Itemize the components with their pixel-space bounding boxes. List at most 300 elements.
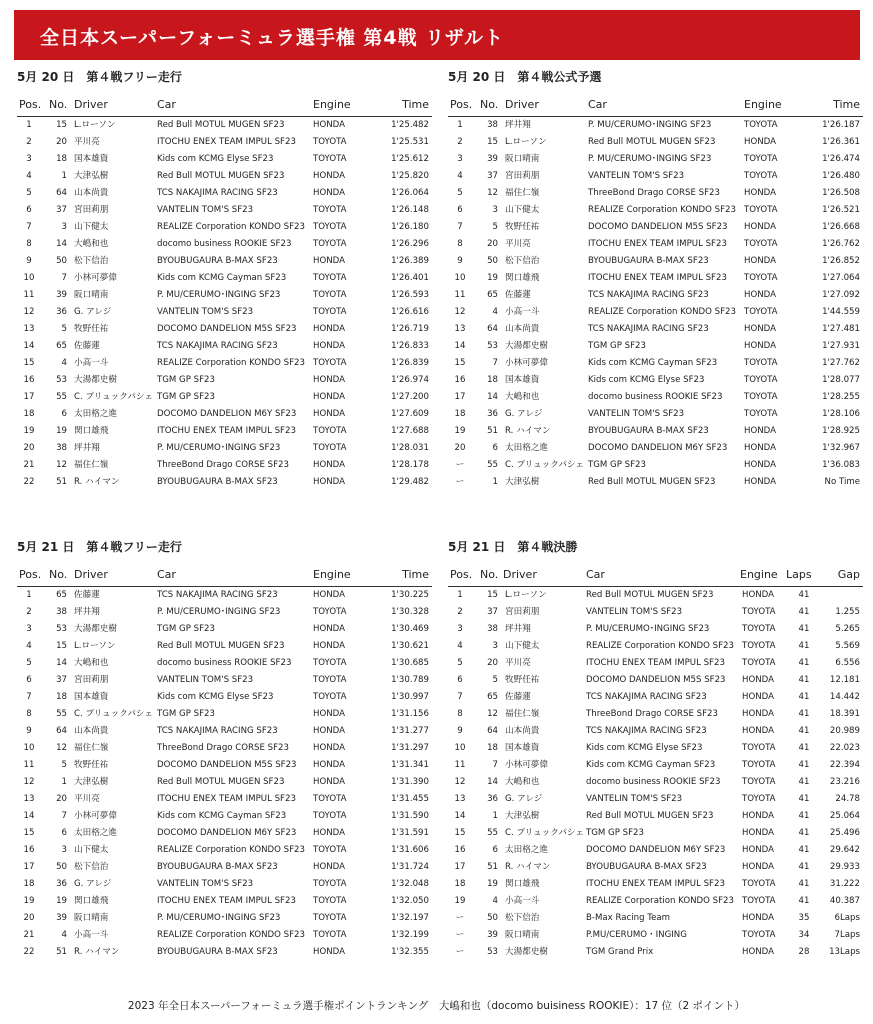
cell-time: 1'26.187 bbox=[822, 120, 860, 130]
cell-pos: 10 bbox=[454, 273, 466, 283]
cell-no: 55 bbox=[487, 828, 498, 838]
cell-time: 1'26.593 bbox=[391, 290, 429, 300]
cell-no: 38 bbox=[56, 607, 67, 617]
cell-engine: TOYOTA bbox=[744, 392, 778, 402]
cell-time: 1'27.609 bbox=[391, 409, 429, 419]
cell-no: 14 bbox=[487, 392, 498, 402]
cell-time: 1'31.277 bbox=[391, 726, 429, 736]
table-row bbox=[448, 253, 863, 270]
table-body bbox=[17, 587, 432, 961]
cell-no: 3 bbox=[61, 845, 67, 855]
cell-driver: G. アレジ bbox=[74, 307, 112, 317]
cell-driver: 宮田莉朋 bbox=[74, 675, 109, 685]
cell-car: P. MU/CERUMO･INGING SF23 bbox=[157, 443, 281, 453]
cell-no: 6 bbox=[61, 409, 67, 419]
cell-engine: TOYOTA bbox=[744, 307, 778, 317]
table-row bbox=[17, 270, 432, 287]
cell-engine: TOYOTA bbox=[742, 879, 776, 889]
cell-driver: 坪井翔 bbox=[74, 443, 100, 453]
cell-driver: 坪井翔 bbox=[505, 624, 531, 634]
cell-gap: 12.181 bbox=[829, 675, 860, 685]
cell-engine: TOYOTA bbox=[742, 624, 776, 634]
cell-pos: 20 bbox=[23, 913, 35, 923]
cell-driver: 太田格之進 bbox=[505, 443, 548, 453]
cell-pos: 6 bbox=[26, 205, 32, 215]
table-row bbox=[448, 876, 863, 893]
header-driver: Driver bbox=[74, 98, 108, 111]
table-row bbox=[17, 944, 432, 961]
cell-time: 1'28.106 bbox=[822, 409, 860, 419]
cell-no: 1 bbox=[61, 777, 67, 787]
cell-time: 1'26.839 bbox=[391, 358, 429, 368]
cell-engine: TOYOTA bbox=[313, 658, 347, 668]
cell-laps: 41 bbox=[798, 590, 810, 600]
cell-no: 51 bbox=[487, 426, 498, 436]
cell-driver: C. プリュックパシェ bbox=[505, 460, 584, 470]
header-pos: Pos. bbox=[19, 568, 42, 581]
cell-driver: 福住仁嶺 bbox=[505, 188, 540, 198]
cell-car: ITOCHU ENEX TEAM IMPUL SF23 bbox=[157, 426, 296, 436]
cell-pos: 22 bbox=[23, 477, 35, 487]
cell-car: P. MU/CERUMO･INGING SF23 bbox=[157, 913, 281, 923]
cell-engine: HONDA bbox=[742, 692, 774, 702]
table-row bbox=[448, 723, 863, 740]
cell-driver: 山下健太 bbox=[505, 641, 540, 651]
cell-gap: 5.265 bbox=[835, 624, 860, 634]
cell-pos: 1 bbox=[26, 590, 32, 600]
cell-driver: 国本雄資 bbox=[505, 743, 540, 753]
cell-engine: TOYOTA bbox=[742, 743, 776, 753]
cell-no: 3 bbox=[492, 205, 498, 215]
header-time: Time bbox=[833, 98, 860, 111]
cell-driver: 関口雄飛 bbox=[505, 273, 540, 283]
cell-gap: 6.556 bbox=[835, 658, 860, 668]
cell-pos: 14 bbox=[454, 341, 466, 351]
cell-engine: HONDA bbox=[744, 137, 776, 147]
table-body bbox=[17, 117, 432, 491]
cell-driver: 山本尚貴 bbox=[505, 726, 540, 736]
cell-gap: 24.78 bbox=[835, 794, 860, 804]
cell-engine: TOYOTA bbox=[744, 273, 778, 283]
header-time: Time bbox=[402, 98, 429, 111]
table-row bbox=[17, 338, 432, 355]
table-row bbox=[17, 638, 432, 655]
header-pos: Pos. bbox=[19, 98, 42, 111]
cell-gap: 22.394 bbox=[829, 760, 860, 770]
cell-laps: 41 bbox=[798, 607, 810, 617]
cell-pos: 13 bbox=[23, 324, 35, 334]
cell-pos: 5 bbox=[457, 658, 463, 668]
cell-no: 4 bbox=[492, 896, 498, 906]
cell-time: 1'31.390 bbox=[391, 777, 429, 787]
cell-engine: HONDA bbox=[744, 324, 776, 334]
cell-time: 1'31.590 bbox=[391, 811, 429, 821]
cell-engine: HONDA bbox=[742, 913, 774, 923]
table-row bbox=[17, 236, 432, 253]
cell-no: 50 bbox=[56, 862, 67, 872]
cell-no: 65 bbox=[56, 590, 67, 600]
cell-no: 7 bbox=[61, 273, 67, 283]
cell-gap: 13Laps bbox=[829, 947, 860, 957]
cell-car: P. MU/CERUMO･INGING SF23 bbox=[157, 290, 281, 300]
section-title: 5月 21 日 第４戦決勝 bbox=[448, 540, 578, 554]
cell-engine: HONDA bbox=[313, 624, 345, 634]
cell-no: 37 bbox=[487, 607, 498, 617]
header-no: No. bbox=[49, 568, 68, 581]
cell-no: 65 bbox=[487, 692, 498, 702]
cell-no: 20 bbox=[487, 239, 498, 249]
cell-car: ITOCHU ENEX TEAM IMPUL SF23 bbox=[588, 239, 727, 249]
cell-pos: 7 bbox=[26, 692, 32, 702]
cell-time: 1'26.974 bbox=[391, 375, 429, 385]
cell-car: P. MU/CERUMO･INGING SF23 bbox=[586, 624, 710, 634]
cell-pos: 12 bbox=[454, 777, 466, 787]
cell-time: 1'26.180 bbox=[391, 222, 429, 232]
cell-gap: 20.989 bbox=[829, 726, 860, 736]
cell-car: P. MU/CERUMO･INGING SF23 bbox=[588, 120, 712, 130]
cell-no: 12 bbox=[487, 709, 498, 719]
cell-driver: 宮田莉朋 bbox=[505, 607, 540, 617]
cell-no: 55 bbox=[56, 392, 67, 402]
cell-car: DOCOMO DANDELION M6Y SF23 bbox=[586, 845, 726, 855]
cell-engine: HONDA bbox=[313, 760, 345, 770]
cell-no: 12 bbox=[487, 188, 498, 198]
cell-car: TGM GP SF23 bbox=[157, 709, 215, 719]
cell-car: REALIZE Corporation KONDO SF23 bbox=[586, 641, 734, 651]
cell-time: 1'26.719 bbox=[391, 324, 429, 334]
cell-pos: 2 bbox=[457, 607, 463, 617]
cell-engine: TOYOTA bbox=[744, 120, 778, 130]
cell-car: ITOCHU ENEX TEAM IMPUL SF23 bbox=[586, 879, 725, 889]
cell-car: Red Bull MOTUL MUGEN SF23 bbox=[157, 120, 285, 130]
cell-engine: HONDA bbox=[313, 777, 345, 787]
cell-driver: 宮田莉朋 bbox=[505, 171, 540, 181]
table-row bbox=[448, 406, 863, 423]
cell-pos: 21 bbox=[23, 930, 35, 940]
cell-no: 53 bbox=[56, 624, 67, 634]
cell-time: 1'27.762 bbox=[822, 358, 860, 368]
header-engine: Engine bbox=[744, 98, 782, 111]
cell-pos: 4 bbox=[26, 171, 32, 181]
cell-car: DOCOMO DANDELION M6Y SF23 bbox=[588, 443, 728, 453]
cell-driver: 佐藤蓮 bbox=[74, 590, 100, 600]
cell-pos: 11 bbox=[454, 290, 466, 300]
table-row bbox=[448, 859, 863, 876]
cell-time: 1'26.480 bbox=[822, 171, 860, 181]
cell-no: 64 bbox=[487, 324, 498, 334]
cell-driver: 国本雄資 bbox=[505, 375, 540, 385]
cell-driver: 平川亮 bbox=[505, 239, 531, 249]
cell-pos: 6 bbox=[26, 675, 32, 685]
section-title: 5月 20 日 第４戦フリー走行 bbox=[17, 70, 182, 84]
cell-time: 1'30.469 bbox=[391, 624, 429, 634]
table-row bbox=[17, 423, 432, 440]
cell-engine: HONDA bbox=[313, 477, 345, 487]
cell-time: 1'26.148 bbox=[391, 205, 429, 215]
cell-car: Kids com KCMG Cayman SF23 bbox=[586, 760, 716, 770]
cell-pos: 16 bbox=[23, 375, 35, 385]
cell-time: 1'26.833 bbox=[391, 341, 429, 351]
cell-pos: 8 bbox=[457, 239, 463, 249]
header-no: No. bbox=[480, 98, 499, 111]
cell-pos: 4 bbox=[457, 641, 463, 651]
cell-engine: HONDA bbox=[744, 256, 776, 266]
table-row bbox=[448, 757, 863, 774]
cell-car: ITOCHU ENEX TEAM IMPUL SF23 bbox=[588, 273, 727, 283]
cell-time: 1'26.668 bbox=[822, 222, 860, 232]
cell-time: 1'28.925 bbox=[822, 426, 860, 436]
table-row bbox=[448, 474, 863, 491]
cell-laps: 41 bbox=[798, 828, 810, 838]
cell-engine: TOYOTA bbox=[313, 222, 347, 232]
table-header bbox=[17, 94, 432, 117]
cell-pos: 19 bbox=[454, 896, 466, 906]
cell-no: 55 bbox=[56, 709, 67, 719]
cell-time: 1'29.482 bbox=[391, 477, 429, 487]
cell-no: 14 bbox=[56, 239, 67, 249]
table-row bbox=[17, 757, 432, 774]
cell-no: 19 bbox=[487, 273, 498, 283]
cell-time: 1'30.225 bbox=[391, 590, 429, 600]
cell-no: 19 bbox=[56, 896, 67, 906]
cell-no: 53 bbox=[487, 341, 498, 351]
cell-car: ThreeBond Drago CORSE SF23 bbox=[157, 743, 289, 753]
cell-no: 37 bbox=[56, 205, 67, 215]
cell-pos: 13 bbox=[454, 794, 466, 804]
cell-time: 1'28.031 bbox=[391, 443, 429, 453]
cell-engine: HONDA bbox=[313, 375, 345, 385]
cell-no: 36 bbox=[56, 307, 67, 317]
cell-gap: 7Laps bbox=[834, 930, 860, 940]
cell-no: 20 bbox=[56, 794, 67, 804]
cell-time: No Time bbox=[824, 477, 860, 487]
cell-car: ITOCHU ENEX TEAM IMPUL SF23 bbox=[157, 896, 296, 906]
cell-laps: 41 bbox=[798, 743, 810, 753]
cell-time: 1'25.612 bbox=[391, 154, 429, 164]
cell-time: 1'27.481 bbox=[822, 324, 860, 334]
title-banner bbox=[14, 10, 860, 60]
table-row bbox=[17, 689, 432, 706]
cell-time: 1'27.092 bbox=[822, 290, 860, 300]
cell-engine: TOYOTA bbox=[742, 760, 776, 770]
cell-time: 1'32.199 bbox=[391, 930, 429, 940]
cell-pos: 17 bbox=[454, 392, 466, 402]
cell-driver: 佐藤蓮 bbox=[505, 692, 531, 702]
cell-no: 4 bbox=[61, 930, 67, 940]
cell-driver: L.ローソン bbox=[505, 590, 547, 600]
cell-engine: TOYOTA bbox=[742, 896, 776, 906]
header-driver: Driver bbox=[505, 98, 539, 111]
cell-driver: 阪口晴南 bbox=[74, 913, 109, 923]
cell-car: ThreeBond Drago CORSE SF23 bbox=[157, 460, 289, 470]
table-row bbox=[17, 808, 432, 825]
table-row bbox=[448, 706, 863, 723]
cell-pos: 1 bbox=[457, 120, 463, 130]
cell-car: DOCOMO DANDELION M5S SF23 bbox=[157, 760, 297, 770]
cell-pos: 18 bbox=[454, 409, 466, 419]
cell-time: 1'32.197 bbox=[391, 913, 429, 923]
cell-driver: 小林可夢偉 bbox=[74, 273, 117, 283]
cell-engine: HONDA bbox=[744, 290, 776, 300]
cell-laps: 41 bbox=[798, 794, 810, 804]
cell-engine: TOYOTA bbox=[313, 930, 347, 940]
table-row bbox=[448, 672, 863, 689]
cell-no: 12 bbox=[56, 460, 67, 470]
cell-car: TCS NAKAJIMA RACING SF23 bbox=[586, 692, 707, 702]
table-row bbox=[448, 287, 863, 304]
cell-time: 1'32.967 bbox=[822, 443, 860, 453]
cell-car: BYOUBUGAURA B-MAX SF23 bbox=[157, 477, 278, 487]
cell-gap: 22.023 bbox=[829, 743, 860, 753]
cell-no: 37 bbox=[56, 675, 67, 685]
cell-time: 1'30.997 bbox=[391, 692, 429, 702]
cell-car: DOCOMO DANDELION M6Y SF23 bbox=[157, 828, 297, 838]
table-row bbox=[448, 927, 863, 944]
header-laps: Laps bbox=[786, 568, 812, 581]
cell-car: BYOUBUGAURA B-MAX SF23 bbox=[586, 862, 707, 872]
cell-car: BYOUBUGAURA B-MAX SF23 bbox=[157, 862, 278, 872]
cell-driver: R. ハイマン bbox=[505, 862, 551, 872]
cell-no: 55 bbox=[487, 460, 498, 470]
cell-engine: HONDA bbox=[742, 862, 774, 872]
cell-engine: TOYOTA bbox=[744, 239, 778, 249]
cell-engine: HONDA bbox=[313, 460, 345, 470]
cell-car: Kids com KCMG Cayman SF23 bbox=[157, 811, 287, 821]
table-row bbox=[448, 389, 863, 406]
cell-no: 18 bbox=[56, 154, 67, 164]
cell-car: BYOUBUGAURA B-MAX SF23 bbox=[588, 426, 709, 436]
cell-engine: TOYOTA bbox=[313, 879, 347, 889]
table-row bbox=[17, 791, 432, 808]
cell-laps: 41 bbox=[798, 777, 810, 787]
cell-pos: 12 bbox=[454, 307, 466, 317]
cell-engine: TOYOTA bbox=[744, 171, 778, 181]
cell-pos: 16 bbox=[454, 375, 466, 385]
table-row bbox=[17, 723, 432, 740]
cell-time: 1'44.559 bbox=[822, 307, 860, 317]
cell-time: 1'31.591 bbox=[391, 828, 429, 838]
cell-no: 37 bbox=[487, 171, 498, 181]
cell-pos: 9 bbox=[26, 256, 32, 266]
cell-pos: 5 bbox=[457, 188, 463, 198]
cell-driver: 松下信治 bbox=[74, 862, 109, 872]
table-body bbox=[448, 117, 863, 491]
cell-no: 39 bbox=[56, 290, 67, 300]
table-row bbox=[17, 304, 432, 321]
cell-no: 65 bbox=[487, 290, 498, 300]
cell-pos: 17 bbox=[454, 862, 466, 872]
section-title: 5月 20 日 第４戦公式予選 bbox=[448, 70, 602, 84]
cell-car: VANTELIN TOM'S SF23 bbox=[586, 794, 683, 804]
table-row bbox=[448, 587, 863, 604]
cell-gap: 18.391 bbox=[829, 709, 860, 719]
cell-pos: 17 bbox=[23, 392, 35, 402]
cell-engine: HONDA bbox=[744, 341, 776, 351]
cell-pos: 1 bbox=[457, 590, 463, 600]
cell-driver: 大嶋和也 bbox=[505, 392, 540, 402]
cell-driver: 大湯都史樹 bbox=[74, 375, 117, 385]
cell-no: 20 bbox=[56, 137, 67, 147]
cell-engine: HONDA bbox=[742, 947, 774, 957]
cell-pos: 11 bbox=[23, 760, 35, 770]
cell-engine: TOYOTA bbox=[744, 375, 778, 385]
cell-car: docomo business ROOKIE SF23 bbox=[157, 239, 292, 249]
cell-pos: 17 bbox=[23, 862, 35, 872]
cell-gap: 6Laps bbox=[834, 913, 860, 923]
table-header bbox=[448, 564, 863, 587]
cell-driver: 大湯都史樹 bbox=[505, 341, 548, 351]
cell-no: 50 bbox=[56, 256, 67, 266]
table-header bbox=[448, 94, 863, 117]
cell-no: 4 bbox=[61, 358, 67, 368]
cell-engine: HONDA bbox=[313, 392, 345, 402]
table-row bbox=[448, 621, 863, 638]
cell-engine: TOYOTA bbox=[313, 443, 347, 453]
cell-pos: 18 bbox=[454, 879, 466, 889]
table-row bbox=[17, 134, 432, 151]
cell-no: 39 bbox=[487, 930, 498, 940]
table-row bbox=[17, 457, 432, 474]
cell-engine: HONDA bbox=[313, 120, 345, 130]
cell-no: 14 bbox=[487, 777, 498, 787]
cell-car: Kids com KCMG Cayman SF23 bbox=[588, 358, 718, 368]
cell-pos: 6 bbox=[457, 675, 463, 685]
cell-engine: TOYOTA bbox=[313, 845, 347, 855]
cell-car: Kids com KCMG Elyse SF23 bbox=[588, 375, 705, 385]
table-row bbox=[17, 740, 432, 757]
ranking-footer: 2023 年全日本スーパーフォーミュラ選手権ポイントランキング 大嶋和也（docomo buisiness ROOKIE）：17 位（2 ポイント） bbox=[127, 1000, 746, 1012]
cell-driver: 福住仁嶺 bbox=[74, 460, 109, 470]
cell-car: ThreeBond Drago CORSE SF23 bbox=[586, 709, 718, 719]
cell-engine: HONDA bbox=[742, 726, 774, 736]
cell-driver: 太田格之進 bbox=[74, 409, 117, 419]
table-row bbox=[448, 910, 863, 927]
cell-pos: 2 bbox=[26, 137, 32, 147]
table-row bbox=[17, 474, 432, 491]
cell-engine: TOYOTA bbox=[742, 930, 776, 940]
cell-time: 1'26.389 bbox=[391, 256, 429, 266]
cell-car: Red Bull MOTUL MUGEN SF23 bbox=[157, 777, 285, 787]
cell-driver: 小林可夢偉 bbox=[505, 358, 548, 368]
cell-car: VANTELIN TOM'S SF23 bbox=[157, 675, 254, 685]
cell-engine: HONDA bbox=[313, 709, 345, 719]
cell-driver: 大津弘樹 bbox=[74, 777, 109, 787]
cell-no: 5 bbox=[492, 222, 498, 232]
table-row bbox=[448, 842, 863, 859]
cell-no: 3 bbox=[61, 222, 67, 232]
cell-driver: 小高一斗 bbox=[74, 930, 109, 940]
section-race bbox=[448, 536, 863, 961]
cell-car: docomo business ROOKIE SF23 bbox=[588, 392, 723, 402]
cell-car: docomo business ROOKIE SF23 bbox=[157, 658, 292, 668]
cell-no: 1 bbox=[492, 811, 498, 821]
section-free-practice-day2 bbox=[17, 536, 432, 961]
table-row bbox=[17, 604, 432, 621]
cell-pos: 3 bbox=[457, 154, 463, 164]
cell-engine: TOYOTA bbox=[313, 205, 347, 215]
cell-engine: TOYOTA bbox=[313, 426, 347, 436]
cell-no: 6 bbox=[492, 845, 498, 855]
cell-no: 50 bbox=[487, 913, 498, 923]
cell-driver: 阪口晴南 bbox=[505, 154, 540, 164]
cell-time: 1'25.531 bbox=[391, 137, 429, 147]
cell-engine: HONDA bbox=[313, 324, 345, 334]
cell-laps: 41 bbox=[798, 658, 810, 668]
cell-engine: HONDA bbox=[744, 222, 776, 232]
cell-engine: HONDA bbox=[742, 845, 774, 855]
cell-driver: 宮田莉朋 bbox=[74, 205, 109, 215]
cell-car: Kids com KCMG Elyse SF23 bbox=[586, 743, 703, 753]
